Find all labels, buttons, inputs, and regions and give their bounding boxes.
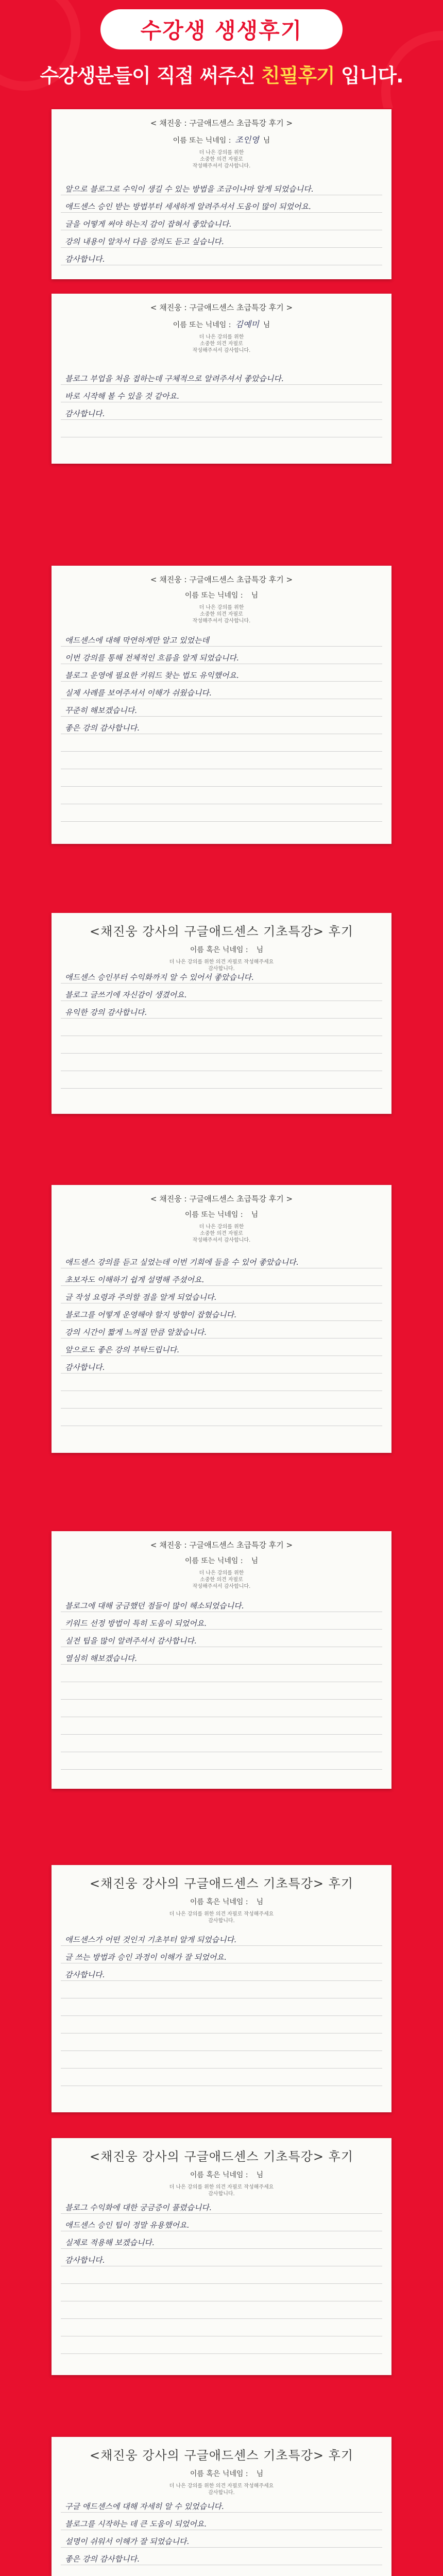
name-label: 이름 또는 닉네임 : [184, 591, 243, 600]
review-card-header [52, 1531, 391, 1590]
reviewer-name-row [52, 1555, 391, 1566]
review-card-title: <채진웅 강사의 구글애드센스 기초특강> 후기 [89, 924, 354, 939]
handwritten-line: 바로 시작해 볼 수 있을 것 같아요. [65, 392, 179, 401]
ruled-line [61, 2213, 382, 2214]
handwritten-line: 초보자도 이해하기 쉽게 설명해 주셨어요. [65, 1275, 205, 1284]
name-suffix: 님 [251, 591, 259, 600]
name-suffix: 님 [251, 1211, 259, 1219]
handwritten-line: 글 작성 요령과 주의할 점을 알게 되었습니다. [65, 1293, 217, 1302]
name-suffix: 님 [256, 2470, 264, 2478]
reviewer-name-row [52, 590, 391, 600]
handwritten-line: 애드센스 승인 받는 방법부터 세세하게 알려주셔서 도움이 많이 되었어요. [65, 202, 311, 211]
handwritten-line: 블로그를 시작하는 데 큰 도움이 되었어요. [65, 2519, 207, 2529]
name-label: 이름 또는 닉네임 : [184, 1557, 243, 1565]
ruled-line [61, 2050, 382, 2051]
ruled-line [61, 681, 382, 682]
handwritten-line: 블로그 운영에 필요한 키워드 찾는 법도 유익했어요. [65, 671, 239, 680]
reviewer-name-row [52, 1209, 391, 1219]
thank-you-note: 더 나은 강의를 위한 의견 자필로 작성해주세요 감사합니다. [169, 959, 274, 972]
handwritten-line: 강의 시간이 짧게 느껴질 만큼 알찼습니다. [65, 1328, 207, 1337]
handwritten-line: 열심히 해보겠습니다. [65, 1654, 137, 1663]
ruled-line [61, 2547, 382, 2548]
name-label: 이름 또는 닉네임 : [184, 1211, 243, 1219]
handwritten-line: 실제 사례를 보여주셔서 이해가 쉬웠습니다. [65, 688, 212, 698]
header-banner [0, 0, 443, 108]
handwritten-line: 강의 내용이 알차서 다음 강의도 듣고 싶습니다. [65, 237, 224, 246]
ruled-line [61, 1373, 382, 1374]
review-card [52, 1865, 391, 2112]
reviewer-name-row [62, 944, 391, 955]
ruled-line [61, 1664, 382, 1665]
thank-you-note: 더 나은 강의를 위한 소중한 의견 자필로 작성해주셔서 감사합니다. [192, 150, 251, 169]
thank-you-note: 더 나은 강의를 위한 소중한 의견 자필로 작성해주셔서 감사합니다. [192, 1224, 251, 1243]
thank-you-note: 더 나은 강의를 위한 의견 자필로 작성해주세요 감사합니다. [169, 1911, 274, 1924]
name-suffix: 님 [256, 1898, 264, 1906]
ruled-line [61, 1018, 382, 1019]
name-suffix: 님 [251, 1557, 259, 1565]
review-card [52, 1531, 391, 1789]
ruled-line [61, 1980, 382, 1981]
handwritten-line: 감사합니다. [65, 1970, 105, 1979]
ruled-line [61, 1285, 382, 1286]
handwritten-line: 감사합니다. [65, 2256, 105, 2265]
name-suffix: 님 [256, 946, 264, 954]
handwritten-line: 좋은 강의 감사합니다. [65, 723, 140, 733]
handwritten-line: 좋은 강의 감사합니다. [65, 2554, 140, 2564]
page-title: 수강생 생생후기 [100, 9, 343, 49]
handwritten-line: 키워드 선정 방법이 특히 도움이 되었어요. [65, 1619, 207, 1628]
review-card [52, 2138, 391, 2375]
ruled-line [61, 821, 382, 822]
handwritten-line: 블로그를 어떻게 운영해야 할지 방향이 잡혔습니다. [65, 1310, 236, 1319]
review-card-header [52, 1185, 391, 1244]
name-label: 이름 혹은 닉네임 : [190, 946, 248, 954]
handwritten-line: 유익한 강의 감사합니다. [65, 1008, 147, 1017]
review-card [52, 294, 391, 464]
handwritten-line: 블로그 부업을 처음 접하는데 구체적으로 알려주셔서 좋았습니다. [65, 374, 284, 383]
handwritten-line: 애드센스 승인 팁이 정말 유용했어요. [65, 2221, 190, 2230]
handwritten-line: 앞으로도 좋은 강의 부탁드립니다. [65, 1345, 179, 1354]
name-label: 이름 또는 닉네임 : [173, 137, 231, 145]
ruled-line [61, 751, 382, 752]
name-suffix: 님 [256, 2171, 264, 2179]
review-card-title: <채진웅 강사의 구글애드센스 기초특강> 후기 [89, 2149, 354, 2164]
reviewer-name-row [52, 318, 391, 330]
handwritten-line: 블로그 수익화에 대한 궁금증이 풀렸습니다. [65, 2203, 212, 2212]
name-label: 이름 혹은 닉네임 : [190, 2470, 248, 2478]
name-suffix: 님 [263, 321, 270, 329]
ruled-line [61, 2283, 382, 2284]
review-card-header [52, 566, 391, 624]
ruled-line [61, 2353, 382, 2354]
handwritten-line: 앞으로 블로그로 수익이 생길 수 있는 방법을 조금이나마 알게 되었습니다. [65, 184, 314, 194]
review-card-title: < 채진웅 : 구글애드센스 초급특강 후기 > [150, 575, 293, 584]
reviewer-name-row [52, 133, 391, 145]
ruled-line [61, 1053, 382, 1054]
ruled-line [61, 716, 382, 717]
ruled-line [61, 1408, 382, 1409]
handwritten-line: 애드센스 강의를 듣고 싶었는데 이번 기회에 들을 수 있어 좋았습니다. [65, 1258, 299, 1267]
ruled-line [61, 247, 382, 248]
handwritten-line: 애드센스에 대해 막연하게만 알고 있었는데 [65, 636, 209, 645]
reviewer-name-row [62, 2170, 391, 2180]
ruled-line [61, 2318, 382, 2319]
review-card-header [52, 1865, 391, 1924]
review-card-header [52, 913, 391, 972]
ruled-line [61, 983, 382, 984]
name-label: 이름 또는 닉네임 : [173, 321, 231, 329]
ruled-line [61, 1769, 382, 1770]
ruled-line [61, 419, 382, 420]
handwritten-line: 이번 강의를 통해 전체적인 흐름을 알게 되었습니다. [65, 653, 239, 663]
reviewer-name: 조인영 [235, 135, 259, 145]
name-label: 이름 혹은 닉네임 : [190, 2171, 248, 2179]
review-card [52, 566, 391, 844]
handwritten-line: 감사합니다. [65, 409, 105, 418]
ruled-line [61, 384, 382, 385]
handwritten-line: 애드센스가 어떤 것인지 기초부터 알게 되었습니다. [65, 1935, 236, 1944]
ruled-line [61, 1320, 382, 1321]
review-card-header [52, 2437, 391, 2496]
review-card [52, 2437, 391, 2576]
ruled-line [61, 2512, 382, 2513]
review-card-title: < 채진웅 : 구글애드센스 초급특강 후기 > [150, 118, 293, 128]
review-card-title: < 채진웅 : 구글애드센스 초급특강 후기 > [150, 1540, 293, 1550]
thank-you-note: 더 나은 강의를 위한 의견 자필로 작성해주세요 감사합니다. [169, 2483, 274, 2496]
review-card-header [52, 109, 391, 170]
review-card-title: < 채진웅 : 구글애드센스 초급특강 후기 > [150, 1194, 293, 1204]
thank-you-note: 더 나은 강의를 위한 의견 자필로 작성해주세요 감사합니다. [169, 2184, 274, 2197]
ruled-line [61, 1355, 382, 1356]
handwritten-line: 감사합니다. [65, 255, 105, 264]
ruled-line [61, 2015, 382, 2016]
ruled-line [61, 1734, 382, 1735]
ruled-line [61, 212, 382, 213]
ruled-line [61, 2248, 382, 2249]
review-card-header [52, 294, 391, 354]
ruled-line [61, 646, 382, 647]
handwritten-line: 블로그에 대해 궁금했던 점들이 많이 해소되었습니다. [65, 1601, 244, 1611]
handwritten-line: 블로그 글쓰기에 자신감이 생겼어요. [65, 990, 187, 999]
handwritten-line: 글을 어떻게 써야 하는지 감이 잡혀서 좋았습니다. [65, 219, 232, 229]
review-card-title: <채진웅 강사의 구글애드센스 기초특강> 후기 [89, 2448, 354, 2463]
handwritten-line: 감사합니다. [65, 1363, 105, 1372]
page-subtitle: 수강생분들이 직접 써주신 친필후기 입니다. [40, 64, 403, 87]
ruled-line [61, 1699, 382, 1700]
thank-you-note: 더 나은 강의를 위한 소중한 의견 자필로 작성해주셔서 감사합니다. [192, 1570, 251, 1589]
subtitle-highlight: 친필후기 [261, 64, 335, 87]
reviewer-name: 김예미 [235, 319, 259, 329]
handwritten-line: 설명이 쉬워서 이해가 잘 되었습니다. [65, 2537, 190, 2546]
ruled-line [61, 1945, 382, 1946]
thank-you-note: 더 나은 강의를 위한 소중한 의견 자필로 작성해주셔서 감사합니다. [192, 605, 251, 624]
review-card [52, 1185, 391, 1453]
review-card [52, 109, 391, 279]
ruled-line [61, 2068, 382, 2069]
ruled-line [61, 786, 382, 787]
reviewer-name-row [62, 2468, 391, 2479]
handwritten-line: 구글 애드센스에 대해 자세히 알 수 있었습니다. [65, 2502, 224, 2511]
handwritten-line: 애드센스 승인부터 수익화까지 알 수 있어서 좋았습니다. [65, 973, 254, 982]
name-label: 이름 혹은 닉네임 : [190, 1898, 248, 1906]
handwritten-line: 꾸준히 해보겠습니다. [65, 706, 137, 715]
handwritten-line: 실제로 적용해 보겠습니다. [65, 2238, 155, 2247]
ruled-line [61, 1088, 382, 1089]
name-suffix: 님 [263, 137, 270, 145]
thank-you-note: 더 나은 강의를 위한 소중한 의견 자필로 작성해주셔서 감사합니다. [192, 334, 251, 353]
review-card-title: < 채진웅 : 구글애드센스 초급특강 후기 > [150, 303, 293, 312]
handwritten-line: 글 쓰는 방법과 승인 과정이 이해가 잘 되었어요. [65, 1953, 227, 1962]
review-card-title: <채진웅 강사의 구글애드센스 기초특강> 후기 [89, 1876, 354, 1891]
ruled-line [61, 1629, 382, 1630]
reviewer-name-row [62, 1896, 391, 1907]
handwritten-line: 실전 팁을 많이 알려주셔서 감사합니다. [65, 1636, 197, 1646]
review-card [52, 913, 391, 1114]
review-card-header [52, 2138, 391, 2197]
